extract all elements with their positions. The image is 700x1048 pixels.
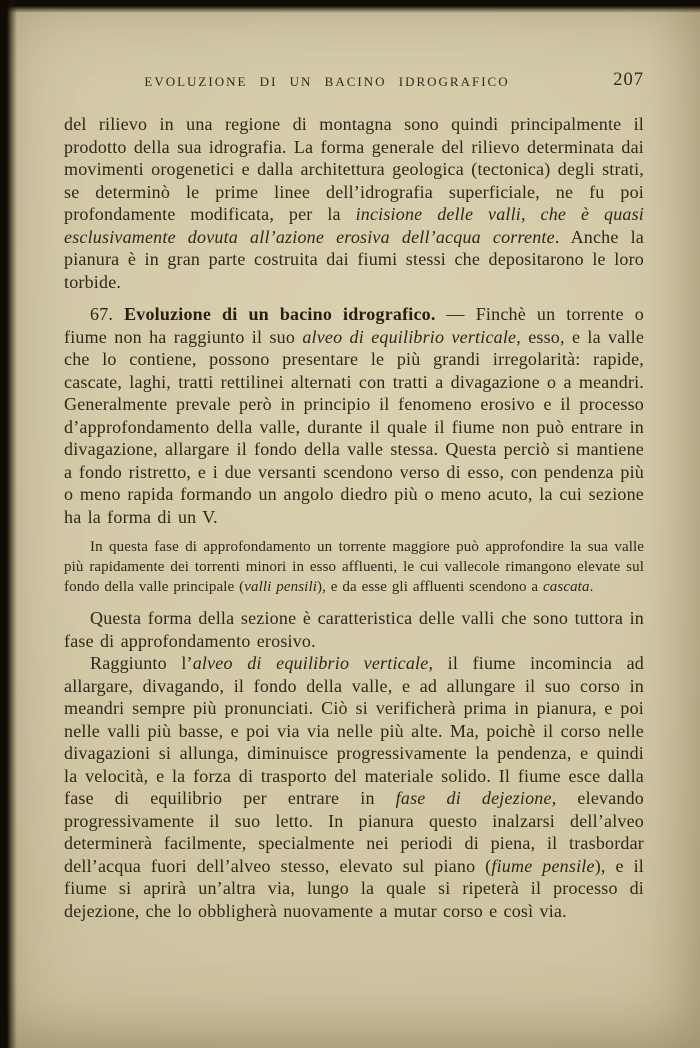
italic-run: alveo di equilibrio verticale — [302, 326, 517, 347]
text-run: . — [589, 579, 594, 595]
text-run: Questa forma della sezione è caratteristica delle valli che sono tuttora in fase di approfondamento erosivo. — [64, 608, 644, 651]
text-run: . Anche la pianura è in gran parte costruita dai fiumi stessi che depositarono le loro torbide. — [64, 226, 644, 292]
text-run: ), e il fiume si aprirà un’altra via, lungo la quale si ripeterà il processo di dejezione, che lo obbligherà nuovamente a mutar corso e così via. — [64, 855, 645, 921]
italic-run: incisione delle valli, che è quasi esclusivamente dovuta all’azione erosiva dell’acqua corrente — [64, 204, 644, 247]
italic-run: valli pensili — [244, 579, 317, 595]
paragraph-section-67 — [64, 303, 644, 528]
running-header — [64, 70, 644, 98]
italic-run: fiume pensile — [491, 855, 595, 876]
italic-run: alveo di equilibrio verticale — [192, 653, 429, 673]
text-run: Raggiunto l’ — [90, 653, 193, 673]
italic-run: fase di dejezione — [395, 788, 552, 808]
paragraph-body — [64, 652, 644, 922]
scan-edge-top — [0, 0, 700, 13]
bold-run: Evoluzione di un bacino idrografico. — [124, 304, 436, 324]
text-run: 67. — [90, 304, 125, 324]
text-run: In questa fase di approfondamento un torrente maggiore può approfondire la sua valle più rapidamente dei torrenti minori in esso affluenti, le cui vallecole rimangono elevate sul fondo della valle principale ( — [64, 539, 644, 595]
text-run: , il fiume incomincia ad allargare, divagando, il fondo della valle, e ad allungare il suo corso in meandri sempre più pronunciati. Ciò si verificherà prima in pianura, e poi nelle valli più basse, e poi via via nelle più alte. Ma, poichè il corso nelle divagazioni si allunga, diminuisce progressivamente la pendenza, e quindi la velocità, e la forza di trasporto del materiale solido. Il fiume esce dalla fase di equilibrio per entrare in — [64, 653, 644, 808]
paragraph-fine-print — [64, 537, 644, 597]
text-run: , elevando progressivamente il suo letto. In pianura questo inalzarsi dell’alveo determinerà facilmente, specialmente nei periodi di piena, il trasbordar dell’acqua fuori dell’alveo stesso, elevato sul piano ( — [64, 788, 644, 876]
page-number: 207 — [613, 70, 644, 90]
paragraph-body — [64, 607, 644, 652]
text-run: — Finchè un torrente o fiume non ha raggiunto il suo — [64, 304, 644, 347]
page-body — [64, 113, 644, 922]
scan-edge-left — [0, 0, 17, 1048]
text-run: del rilievo in una regione di montagna sono quindi principalmente il prodotto della sua idrografia. La forma generale del rilievo determinata dai movimenti orogenetici e dalla architettura geologica (tectonica) degli strati, se determinò le prime linee dell’idrografia superficiale, ne fu poi profondamente modificata, per la — [64, 114, 644, 224]
text-run: ), e da esse gli affluenti scendono a — [316, 579, 544, 595]
running-title: EVOLUZIONE DI UN BACINO IDROGRAFICO — [144, 74, 510, 89]
text-run: , esso, e la valle che lo contiene, possono presentare le più grandi irregolarità: rapide, cascate, laghi, tratti rettilinei alternati con tratti a divagazione o a meandri. Generalmente prevale però in principio il fenomeno erosivo e il processo d’approfondamento della valle, durante il quale il fiume non può entrare in divagazione, allargare il fondo della valle stessa. Questa perciò si mantiene a fondo ristretto, e i due versanti scendono verso di esso, con pendenza più o meno rapida formando un angolo diedro più o meno acuto, la cui sezione ha la forma di un V. — [64, 326, 645, 527]
italic-run: cascata — [543, 579, 590, 595]
paragraph-continuation — [64, 113, 644, 293]
